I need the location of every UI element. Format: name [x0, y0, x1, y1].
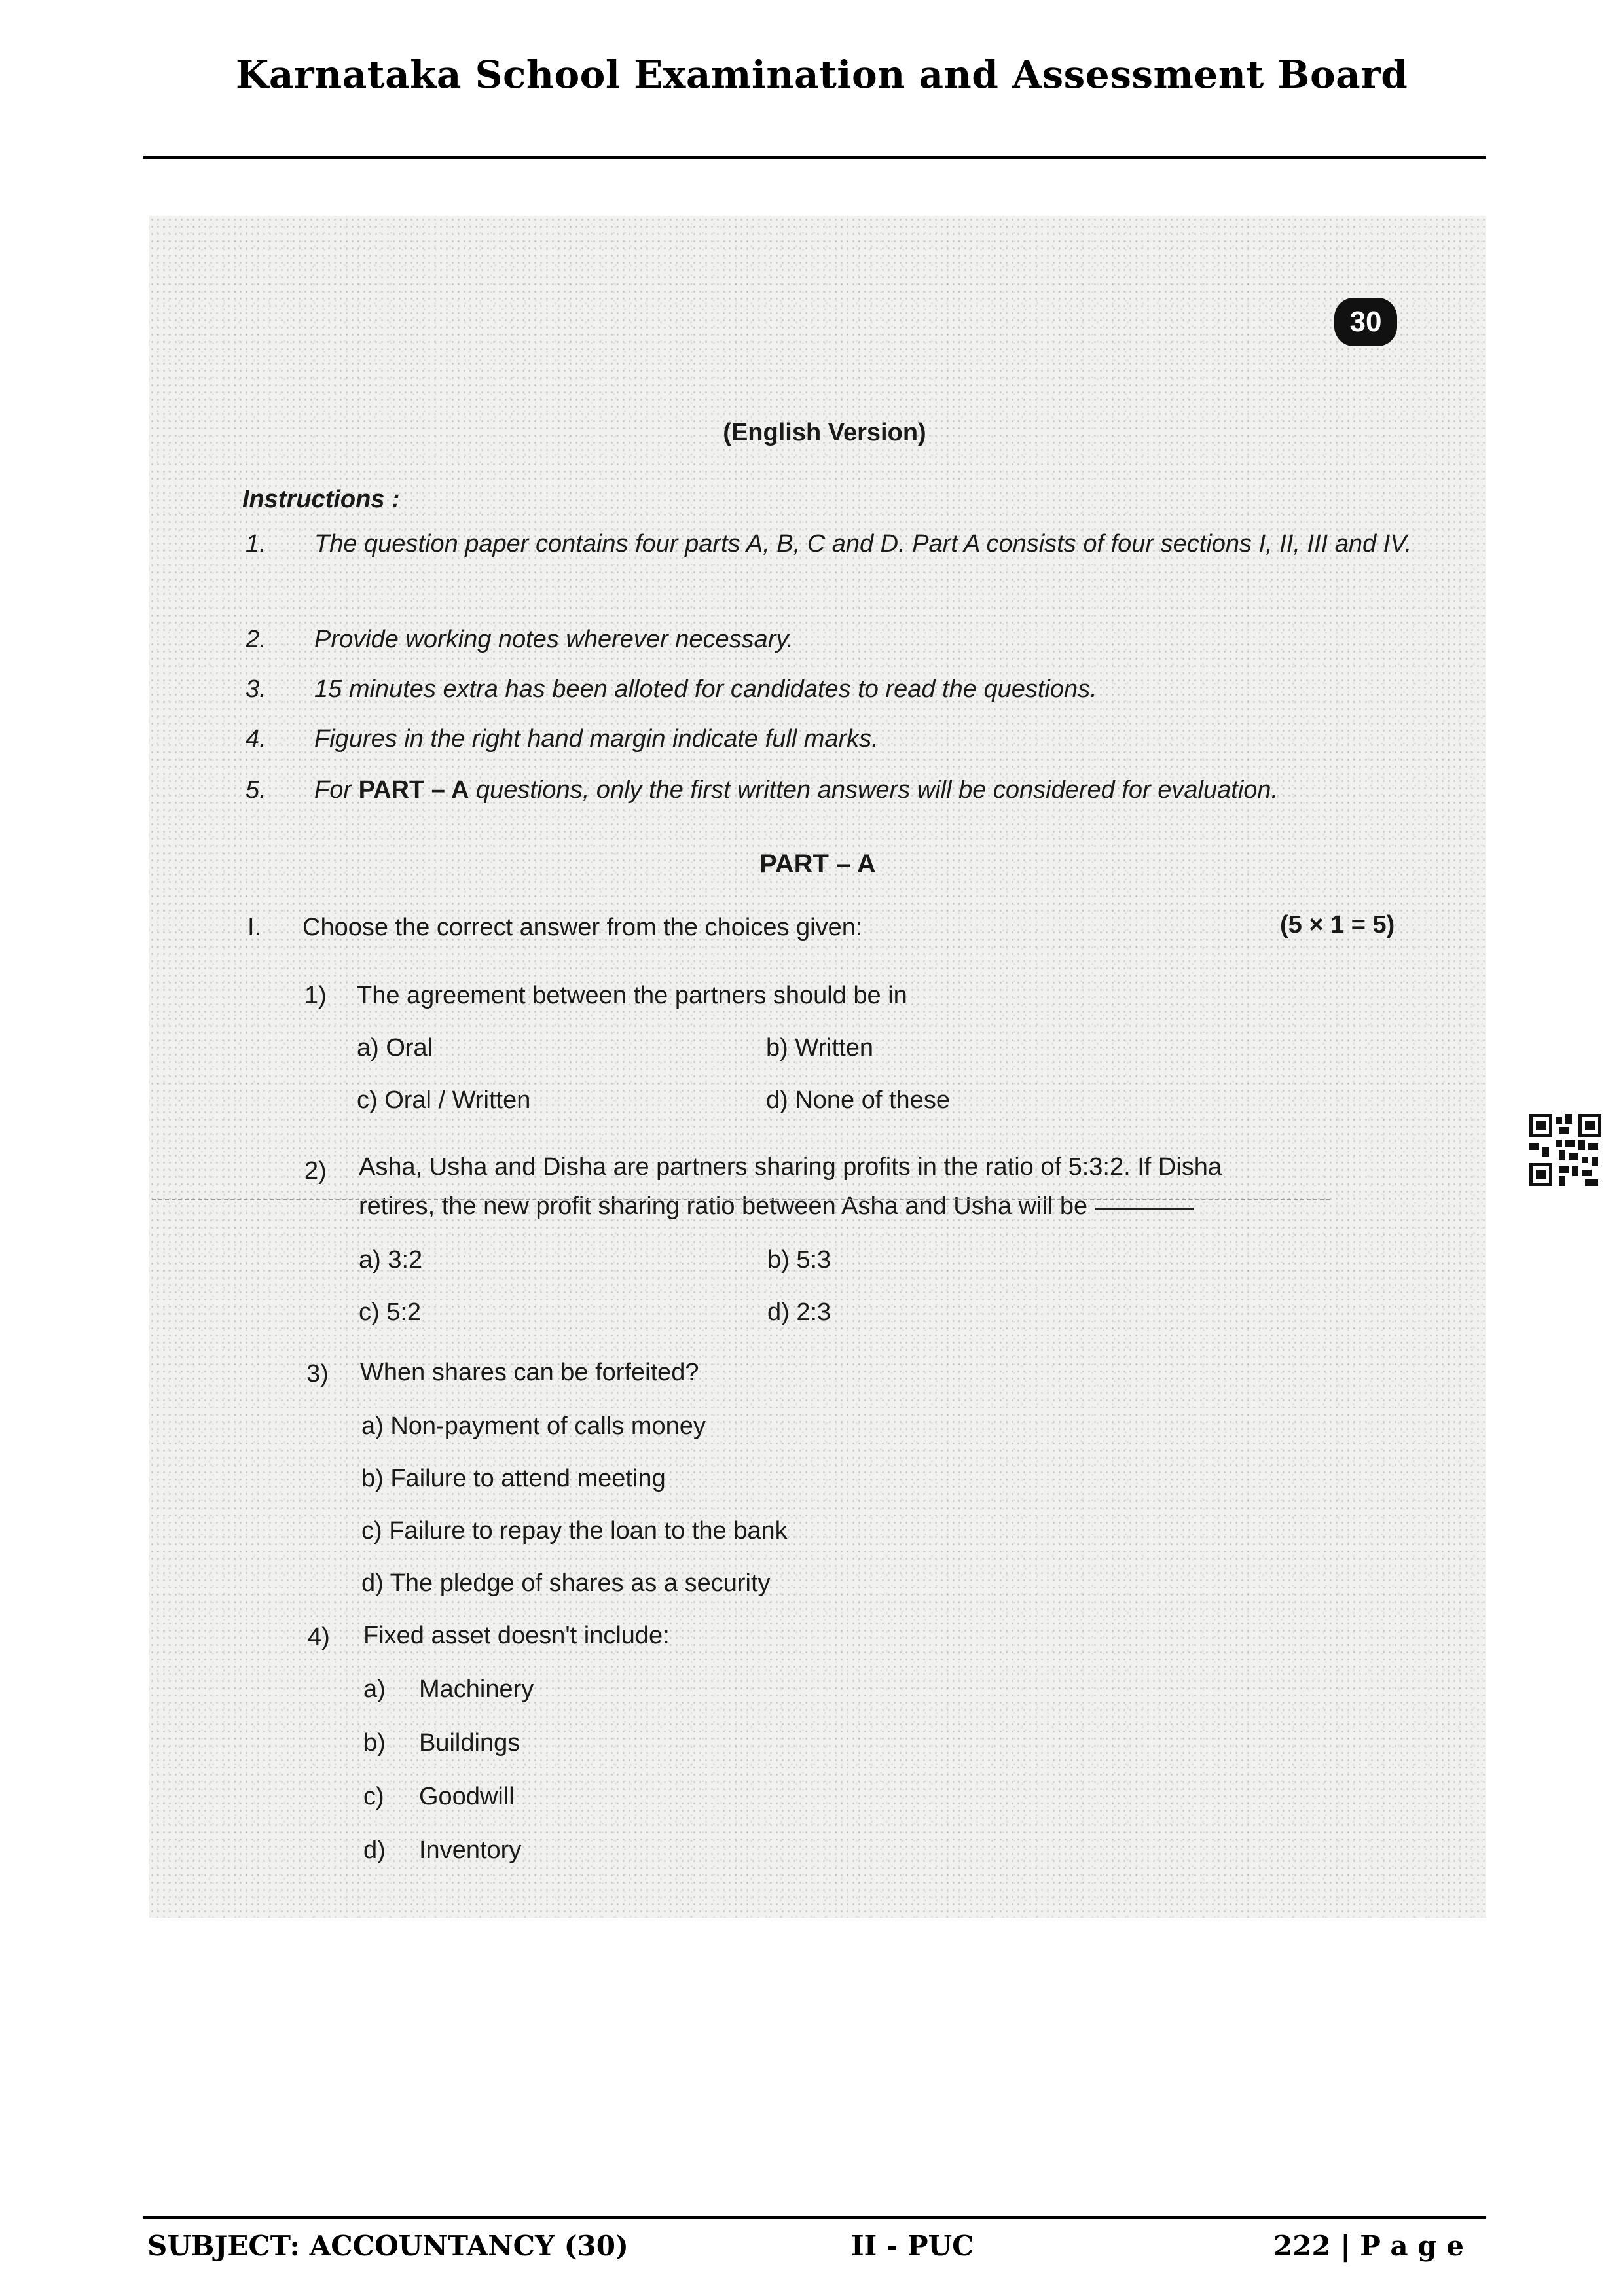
question-text: When shares can be forfeited? — [360, 1359, 699, 1386]
option-text: Goodwill — [419, 1783, 515, 1810]
option: a) Non-payment of calls money — [361, 1412, 706, 1440]
scan-fold-line — [152, 1199, 1330, 1200]
instruction-text: The question paper contains four parts A, B, C and D. Part A consists of four sections I, II, III and IV. — [314, 530, 1412, 558]
option: a) Oral — [357, 1034, 433, 1062]
instruction-item — [246, 719, 1417, 759]
option-text: Machinery — [419, 1676, 534, 1703]
part-a-title: PART – A — [759, 850, 876, 878]
option: b) Failure to attend meeting — [361, 1465, 666, 1492]
option: b) Written — [766, 1034, 874, 1062]
option: a) 3:2 — [359, 1246, 423, 1274]
option-letter: d) — [363, 1837, 386, 1864]
question-text: The agreement between the partners should be in — [357, 982, 907, 1009]
option-text: Inventory — [419, 1837, 522, 1864]
section-number: I. — [247, 914, 262, 941]
instruction-text: Figures in the right hand margin indicate full marks. — [314, 725, 879, 753]
instruction-number: 4. — [246, 725, 266, 753]
board-title: Karnataka School Examination and Assessment Board — [236, 52, 1408, 97]
option-letter: a) — [363, 1676, 386, 1703]
instruction-item — [246, 669, 1417, 709]
instruction-number: 3. — [246, 675, 266, 703]
option: b) 5:3 — [767, 1246, 831, 1274]
instruction-number: 2. — [246, 626, 266, 653]
instruction-number: 5. — [246, 776, 266, 804]
footer-rule — [143, 2216, 1486, 2219]
question-text: Asha, Usha and Disha are partners sharing profits in the ratio of 5:3:2. If Disha — [359, 1153, 1222, 1181]
scanned-question-paper — [149, 216, 1486, 1918]
option: c) Failure to repay the loan to the bank — [361, 1517, 788, 1545]
instructions-heading: Instructions : — [242, 486, 400, 513]
answer-blank — [1095, 1205, 1194, 1210]
instruction-item — [246, 524, 1417, 564]
option: d) 2:3 — [767, 1299, 831, 1326]
question-number: 4) — [308, 1623, 330, 1651]
instruction-item — [246, 770, 1417, 810]
qr-code-icon — [1529, 1114, 1601, 1186]
footer-page-number: 222 | P a g e — [1273, 2230, 1464, 2262]
question-text: Fixed asset doesn't include: — [363, 1622, 670, 1649]
question-text: retires, the new profit sharing ratio between Asha and Usha will be — [359, 1193, 1194, 1221]
instruction-text: For PART – A questions, only the first written answers will be considered for evaluation. — [314, 776, 1279, 804]
section-instruction: Choose the correct answer from the choices given: — [302, 914, 863, 941]
instruction-text: Provide working notes wherever necessary. — [314, 626, 794, 653]
option-letter: c) — [363, 1783, 384, 1810]
option: d) None of these — [766, 1086, 950, 1114]
question-number: 2) — [304, 1157, 327, 1185]
option-letter: b) — [363, 1729, 386, 1757]
option: c) Oral / Written — [357, 1086, 531, 1114]
instruction-text: 15 minutes extra has been alloted for candidates to read the questions. — [314, 675, 1097, 703]
header-rule — [143, 156, 1486, 159]
question-number: 1) — [304, 982, 327, 1009]
option: c) 5:2 — [359, 1299, 422, 1326]
paper-code-badge: 30 — [1334, 298, 1397, 346]
question-number: 3) — [306, 1360, 329, 1388]
footer-class: II - PUC — [851, 2230, 974, 2262]
option-text: Buildings — [419, 1729, 520, 1757]
option: d) The pledge of shares as a security — [361, 1570, 771, 1597]
instruction-item — [246, 619, 1417, 660]
version-label: (English Version) — [723, 419, 926, 446]
instruction-number: 1. — [246, 530, 266, 558]
footer-subject: SUBJECT: ACCOUNTANCY (30) — [147, 2230, 629, 2262]
section-marks: (5 × 1 = 5) — [1280, 911, 1395, 939]
